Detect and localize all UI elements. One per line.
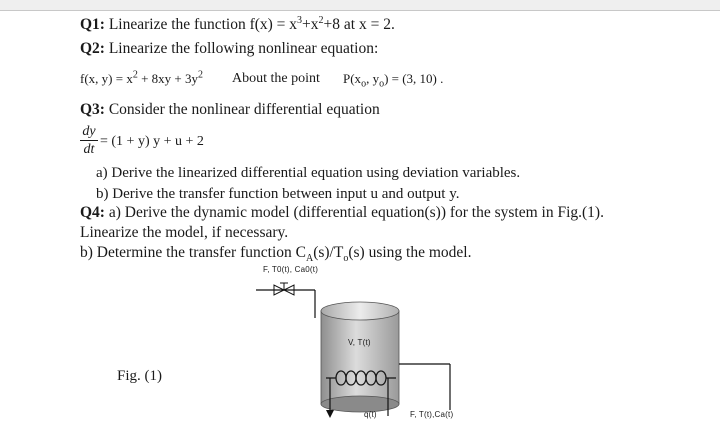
q1-label: Q1:: [80, 16, 105, 33]
q2-about-text: About the point: [232, 71, 320, 86]
q3-label: Q3:: [80, 101, 105, 118]
q2-eq-exp2: 2: [198, 69, 203, 81]
figure-caption: Fig. (1): [117, 368, 162, 384]
q4-line3-pre: b) Determine the transfer function C: [80, 244, 306, 261]
q2-point-mid: , y: [366, 71, 380, 86]
inlet-pipe: [256, 290, 315, 318]
q4-label: Q4:: [80, 204, 105, 221]
q4-line3-post: (s) using the model.: [348, 244, 472, 261]
q4-line2: Linearize the model, if necessary.: [80, 224, 289, 241]
q2-point-sub2: o: [379, 78, 385, 90]
inlet-valve-icon: [274, 283, 294, 295]
q3-deriv-num: dy: [82, 124, 96, 139]
q1-text-pre: Linearize the function f(x) = x: [104, 16, 298, 33]
tank: [321, 302, 399, 412]
q1-exponent-3: 3: [297, 14, 303, 26]
q4-line3-sub2: o: [343, 253, 349, 265]
q2-point-post: ) = (3, 10) .: [384, 71, 444, 86]
q2-eq-mid: + 8xy + 3y: [137, 71, 198, 86]
q3-rhs: = (1 + y) y + u + 2: [100, 134, 204, 149]
q2-eq-pre: f(x, y) = x: [80, 71, 133, 86]
q4-line3-sub1: A: [305, 253, 314, 265]
q3-deriv-den: dt: [83, 142, 95, 157]
q2-eq-exp1: 2: [132, 69, 138, 81]
q3-part-b: b) Derive the transfer function between input u and output y.: [96, 186, 460, 202]
heat-label: q(t): [364, 410, 377, 419]
q2-text: Linearize the following nonlinear equation:: [104, 40, 379, 57]
inlet-label: F, T0(t), Ca0(t): [263, 265, 319, 274]
q1-exponent-2: 2: [318, 14, 324, 26]
q2-point-pre: P(x: [343, 71, 362, 86]
q3-part-a: a) Derive the linearized differential equation using deviation variables.: [96, 165, 521, 181]
q4-line3-mid: (s)/T: [313, 244, 344, 261]
outlet-label: F, T(t),Ca(t): [410, 410, 454, 419]
q1-text-mid: +x: [302, 16, 319, 33]
q2-point-sub1: o: [361, 78, 367, 90]
tank-label: V, T(t): [348, 338, 371, 347]
q3-text: Consider the nonlinear differential equation: [104, 101, 380, 118]
q2-label: Q2:: [80, 40, 105, 57]
q1-text-post: +8 at x = 2.: [323, 16, 395, 33]
q4-line1-text: a) Derive the dynamic model (differential equation(s)) for the system in Fig.(1).: [104, 204, 604, 221]
